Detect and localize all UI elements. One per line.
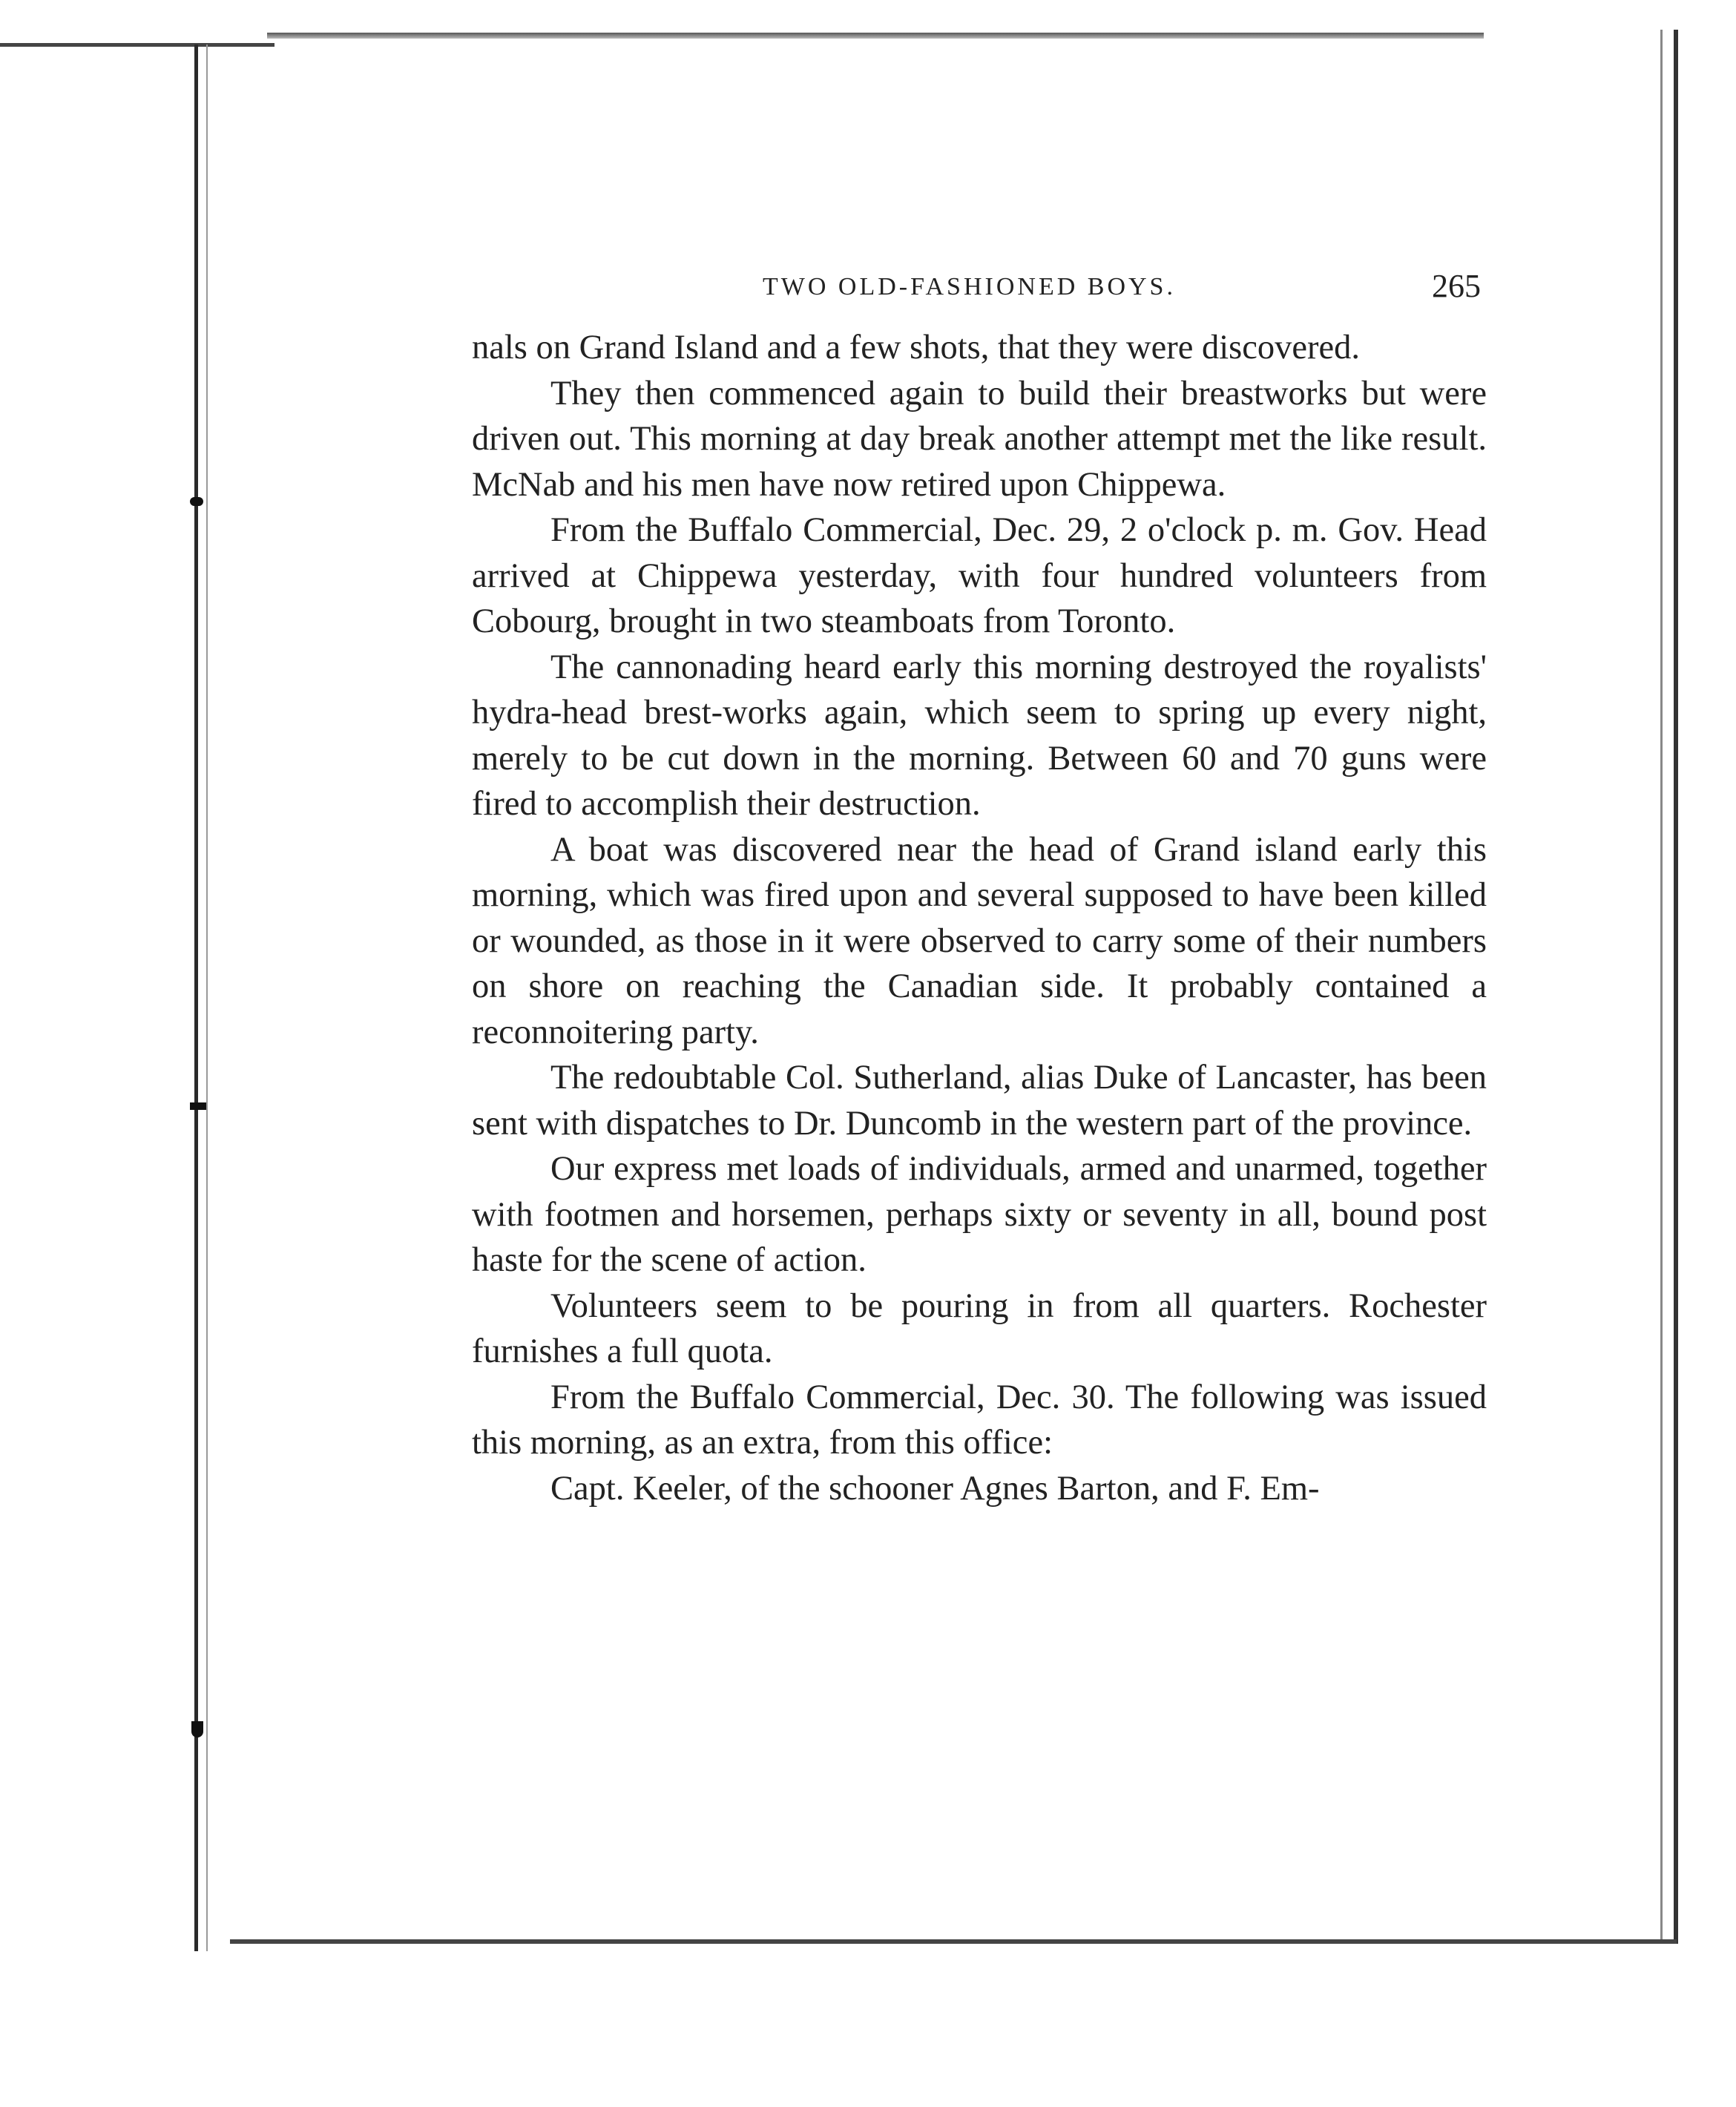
paragraph: The redoubtable Col. Sutherland, alias Duke of Lancaster, has been sent with dispatches to Dr. Duncomb in the western part of the province. <box>472 1059 1487 1143</box>
page-header <box>472 267 1487 312</box>
paragraph: Volunteers seem to be pouring in from all quarters. Rochester furnishes a full quota. <box>472 1286 1487 1370</box>
binding-mark <box>190 497 203 506</box>
binding-mark <box>190 1102 206 1110</box>
binding-line <box>194 45 198 1951</box>
running-head: TWO OLD-FASHIONED BOYS. <box>763 273 1176 300</box>
page-edge-top-left <box>0 43 274 47</box>
paragraph: They then commenced again to build their breastworks but were driven out. This morning at day break another attempt met the like result. McNab and his men have now retired upon Chippewa. <box>472 374 1487 504</box>
paragraph: From the Buffalo Commercial, Dec. 30. The following was issued this morning, as an extra, from this office: <box>472 1378 1487 1462</box>
paragraph: From the Buffalo Commercial, Dec. 29, 2 o'clock p. m. Gov. Head arrived at Chippewa yesterday, with four hundred volunteers from Cobourg, brought in two steamboats from Toronto. <box>472 511 1487 640</box>
page-edge-top <box>267 33 1484 39</box>
paragraph: Our express met loads of individuals, armed and unarmed, together with footmen and horsemen, perhaps sixty or seventy in all, bound post haste for the scene of action. <box>472 1150 1487 1279</box>
page-number: 265 <box>1432 268 1481 304</box>
paragraph: A boat was discovered near the head of Grand island early this morning, which was fired upon and several supposed to have been killed or wounded, as those in it were observed to carry some of their numbers on shore on reaching the Canadian side. It probably contained a reconnoitering party. <box>472 830 1487 1051</box>
paragraph: Capt. Keeler, of the schooner Agnes Barton, and F. Em- <box>550 1469 1320 1508</box>
binding-mark <box>191 1721 203 1738</box>
paragraph: The cannonading heard early this morning destroyed the royalists' hydra-head brest-works again, which seem to spring up every night, merely to be cut down in the morning. Between 60 and 70 guns were fired to accomplish their destruction. <box>472 648 1487 823</box>
page-edge-right-inner <box>1660 30 1663 1944</box>
paragraph: nals on Grand Island and a few shots, that they were discovered. <box>472 329 1361 366</box>
binding-line-inner <box>206 45 208 1951</box>
body-text <box>472 325 1487 1511</box>
page-edge-right <box>1674 30 1678 1944</box>
page-edge-bottom <box>230 1939 1677 1944</box>
